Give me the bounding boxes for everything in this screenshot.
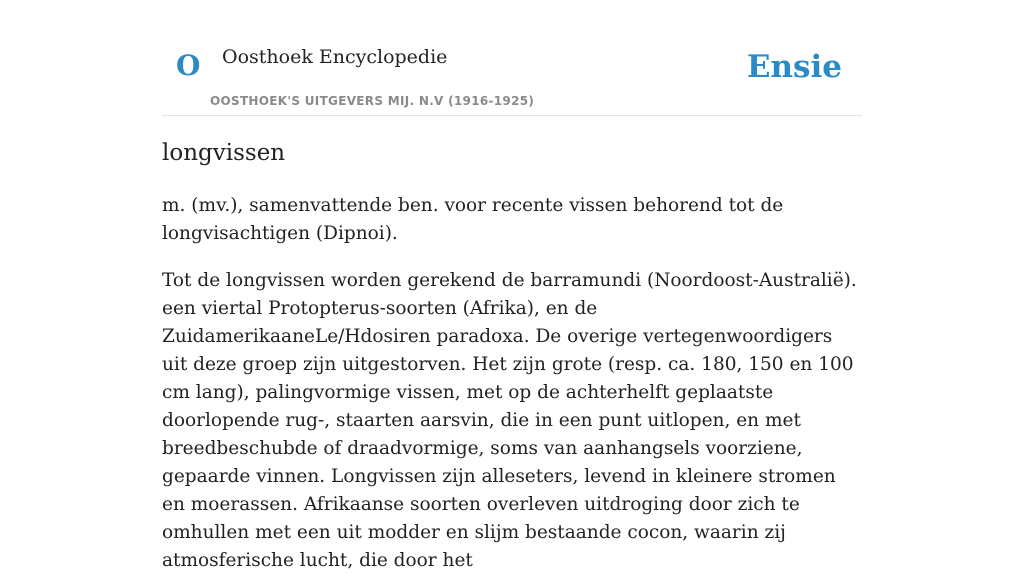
brand-logo-link[interactable]: Ensie: [746, 49, 842, 85]
source-header: [162, 0, 862, 116]
entry-title: longvissen: [162, 140, 286, 166]
source-publisher: OOSTHOEK'S UITGEVERS MIJ. N.V (1916-1925): [210, 94, 535, 108]
source-logo[interactable]: O: [176, 49, 201, 82]
content-container: [162, 0, 862, 571]
source-title-link[interactable]: Oosthoek Encyclopedie: [222, 46, 448, 68]
entry-definition: m. (mv.), samenvattende ben. voor recente vissen behorend tot de longvisachtigen (Dipnoi).: [162, 195, 784, 244]
entry-body-paragraph: Tot de longvissen worden gerekend de barramundi (Noordoost-Australië). een viertal Protopterus-soorten (Afrika), en de ZuidamerikaaneLe/Hdosiren paradoxa. De overige vertegenwoordigers uit deze groep zijn uitgestorven. Het zijn grote (resp. ca. 180, 150 en 100 cm lang), palingvormige vissen, met op de achterhelft geplaatste doorlopende rug-, staarten aarsvin, die in een punt uitlopen, en met breedbeschubde of draadvormige, soms van aanhangsels voorziene, gepaarde vinnen. Longvissen zijn alleseters, levend in kleinere stromen en moerassen. Afrikaanse soorten overleven uitdroging door zich te omhullen met een uit modder en slijm bestaande cocon, waarin zij atmosferische lucht, die door het: [162, 270, 857, 571]
